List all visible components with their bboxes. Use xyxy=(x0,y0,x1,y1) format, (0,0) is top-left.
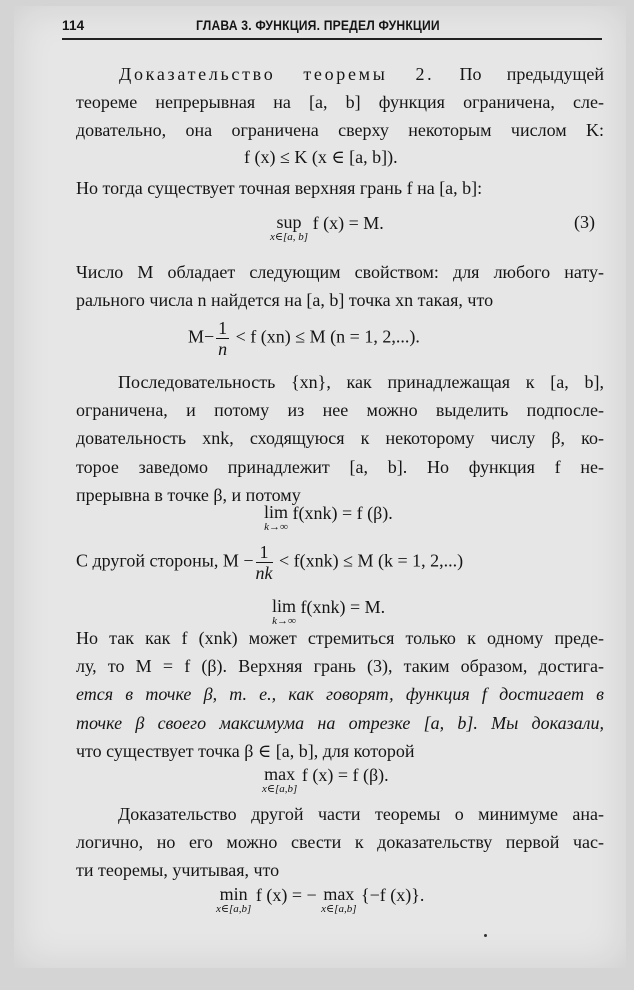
lim-operator: lim xyxy=(264,502,289,522)
lim-subscript-2: k→∞ xyxy=(272,615,296,627)
max-subscript-2: x∈[a,b] xyxy=(321,903,357,915)
sup-expression: f (x) = M. xyxy=(312,213,384,233)
max-attained-line5: что существует точка β ∈ [a, b], для которой xyxy=(76,740,415,761)
formula-min-max xyxy=(216,884,424,915)
limit-M-expression: f(xnk) = M. xyxy=(300,597,386,617)
max-expression: f (x) = f (β). xyxy=(301,765,389,785)
other-side-left: С другой стороны, M − xyxy=(76,550,254,571)
min-subscript: x∈[a,b] xyxy=(216,903,252,915)
lim-subscript: k→∞ xyxy=(264,521,288,533)
paragraph-property xyxy=(76,258,604,314)
subsequence-line2: ограничена, и потому из нее можно выделить подпосле- xyxy=(76,400,604,421)
max-operator: max xyxy=(264,764,296,784)
paragraph-subsequence xyxy=(76,368,604,509)
formula-sequence-bound xyxy=(188,318,420,359)
formula-max xyxy=(262,764,389,795)
formula-other-side xyxy=(76,542,463,583)
max-attained-line2: лу, то M = f (β). Верхняя грань (3), таким образом, достига- xyxy=(76,656,604,677)
chapter-title: ГЛАВА 3. ФУНКЦИЯ. ПРЕДЕЛ ФУНКЦИИ xyxy=(196,18,440,33)
fraction-denominator-k: nk xyxy=(255,563,273,583)
paragraph-sup xyxy=(76,174,604,202)
min-operator: min xyxy=(219,884,248,904)
paragraph-proof-intro xyxy=(119,60,604,88)
sequence-bound-left: M− xyxy=(188,326,215,347)
min-expression: f (x) = − xyxy=(255,885,322,905)
formula-sup xyxy=(270,212,384,243)
lim-operator-2: lim xyxy=(272,596,297,616)
max-attained-line3: ется в точке β, т. е., как говорят, функция f достигает в xyxy=(76,684,604,705)
max-operator-2: max xyxy=(323,884,355,904)
formula-bounded-above: f (x) ≤ K (x ∈ [a, b]). xyxy=(244,147,398,167)
fraction-numerator: 1 xyxy=(218,318,228,338)
paragraph-minimum xyxy=(76,800,604,885)
property-line1: Число M обладает следующим свойством: для любого нату- xyxy=(76,262,604,282)
limit-beta-expression: f(xnk) = f (β). xyxy=(292,503,393,523)
proof-heading: Доказательство теоремы 2. xyxy=(119,64,435,84)
subsequence-line5: прерывна в точке β, и потому xyxy=(76,484,301,505)
property-line2: рального числа n найдется на [a, b] точка xn такая, что xyxy=(76,290,494,311)
subsequence-line4: торое заведомо принадлежит [a, b]. Но функция f не- xyxy=(76,456,604,477)
ink-speck xyxy=(484,934,487,937)
formula-limit-M xyxy=(272,596,385,627)
subsequence-line3: довательность xnk, сходящуюся к некоторому числу β, ко- xyxy=(76,428,604,449)
sequence-bound-right: < f (xn) ≤ M (n = 1, 2,...). xyxy=(235,326,420,347)
formula-limit-beta xyxy=(264,502,393,533)
proof-intro-line2: теореме непрерывная на [a, b] функция ограничена, сле- xyxy=(76,92,604,112)
equation-number-3: (3) xyxy=(574,212,595,232)
minimum-line2: логично, но его можно свести к доказательству первой час- xyxy=(76,832,604,853)
minimum-line3: ти теоремы, учитывая, что xyxy=(76,860,280,881)
max-attained-line1: Но так как f (xnk) может стремиться только к одному преде- xyxy=(76,628,604,648)
fraction-numerator-k: 1 xyxy=(256,542,273,563)
proof-intro-line1: По предыдущей xyxy=(459,64,605,84)
paragraph-max-attained xyxy=(76,624,604,765)
minimum-line1: Доказательство другой части теоремы о минимуме ана- xyxy=(118,804,604,824)
sup-subscript: x∈[a, b] xyxy=(270,231,309,243)
paragraph-proof-intro-cont xyxy=(76,88,604,144)
sup-line: Но тогда существует точная верхняя грань f на [a, b]: xyxy=(76,178,483,198)
proof-intro-line3: довательно, она ограничена сверху некоторым числом K: xyxy=(76,120,604,141)
sup-operator: sup xyxy=(276,212,302,232)
neg-f-expression: {−f (x)}. xyxy=(360,885,425,905)
max-attained-line4: точке β своего максимума на отрезке [a, b]. Мы доказали, xyxy=(76,712,604,733)
fraction-denominator: n xyxy=(218,339,228,359)
page-number: 114 xyxy=(62,18,85,33)
subsequence-line1: Последовательность {xn}, как принадлежащая к [a, b], xyxy=(118,372,604,392)
max-subscript: x∈[a,b] xyxy=(262,783,298,795)
page-header xyxy=(62,16,602,40)
other-side-right: < f(xnk) ≤ M (k = 1, 2,...) xyxy=(279,550,464,571)
